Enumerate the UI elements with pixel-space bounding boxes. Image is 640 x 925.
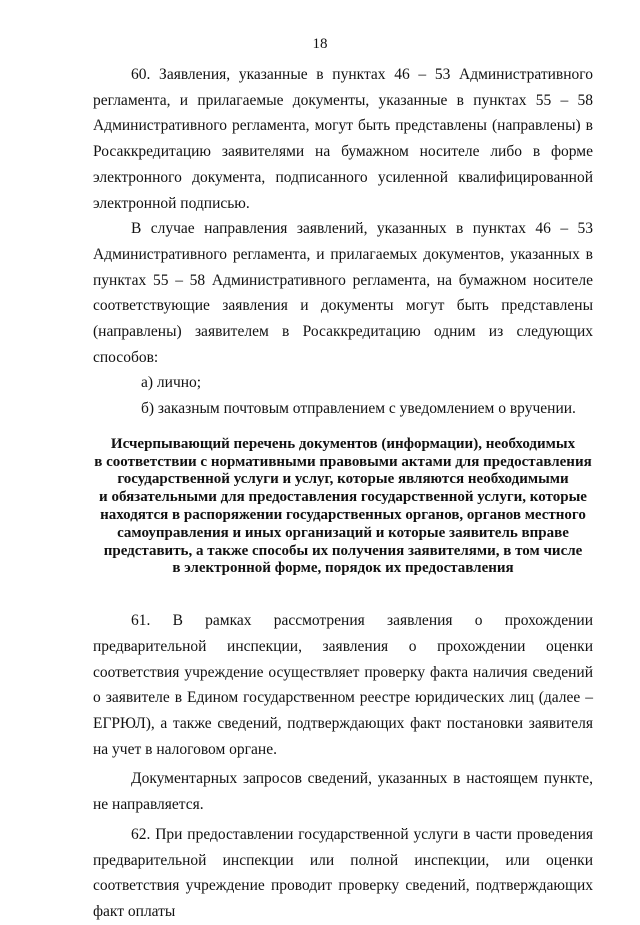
heading-line: в соответствии с нормативными правовыми актами для предоставления [94, 453, 592, 470]
document-body [93, 62, 593, 925]
page-number: 18 [312, 36, 328, 52]
heading-line: самоуправления и иных организаций и которые заявитель вправе [117, 524, 569, 541]
heading-line: находятся в распоряжении государственных органов, органов местного [100, 507, 586, 524]
list-item-registered-mail: б) заказным почтовым отправлением с уведомлением о вручении. [141, 400, 576, 418]
section-heading [93, 436, 593, 578]
heading-line: в электронной форме, порядок их предоставления [172, 560, 514, 577]
paragraph-62: 62. При предоставлении государственной услуги в части проведения предварительной инспекции или полной инспекции, или оценки соответствия учреждение проводит проверку сведений, подтверждающих факт оплаты [93, 825, 593, 920]
paragraph-no-requests: Документарных запросов сведений, указанных в настоящем пункте, не направляется. [93, 770, 593, 814]
list-item-in-person: а) лично; [141, 374, 202, 392]
heading-line: и обязательными для предоставления государственной услуги, которые [99, 489, 587, 506]
heading-line: представить, а также способы их получения заявителями, в том числе [103, 542, 583, 559]
heading-line: государственной услуги и услуг, которые являются необходимыми [117, 471, 569, 488]
heading-line: Исчерпывающий перечень документов (информации), необходимых [110, 435, 576, 452]
paragraph-submission-methods: В случае направления заявлений, указанных в пунктах 46 – 53 Административного регламента, и прилагаемых документов, указанных в пунктах 55 – 58 Административного регламента, на бумажном носителе соответствующие заявления и документы могут быть представлены (направлены) заявителем в Росаккредитацию одним из следующих способов: [93, 220, 593, 366]
paragraph-61: 61. В рамках рассмотрения заявления о прохождении предварительной инспекции, заявления о прохождении оценки соответствия учреждение осуществляет проверку факта наличия сведений о заявителе в Едином государственном реестре юридических лиц (далее – ЕГРЮЛ), а также сведений, подтверждающих факт постановки заявителя на учет в налоговом органе. [93, 612, 593, 758]
paragraph-60: 60. Заявления, указанные в пунктах 46 – 53 Административного регламента, и прилагаемые документы, указанные в пунктах 55 – 58 Административного регламента, могут быть представлены (направлены) в Росаккредитацию заявителями на бумажном носителе либо в форме электронного документа, подписанного усиленной квалифицированной электронной подписью. [93, 66, 593, 212]
